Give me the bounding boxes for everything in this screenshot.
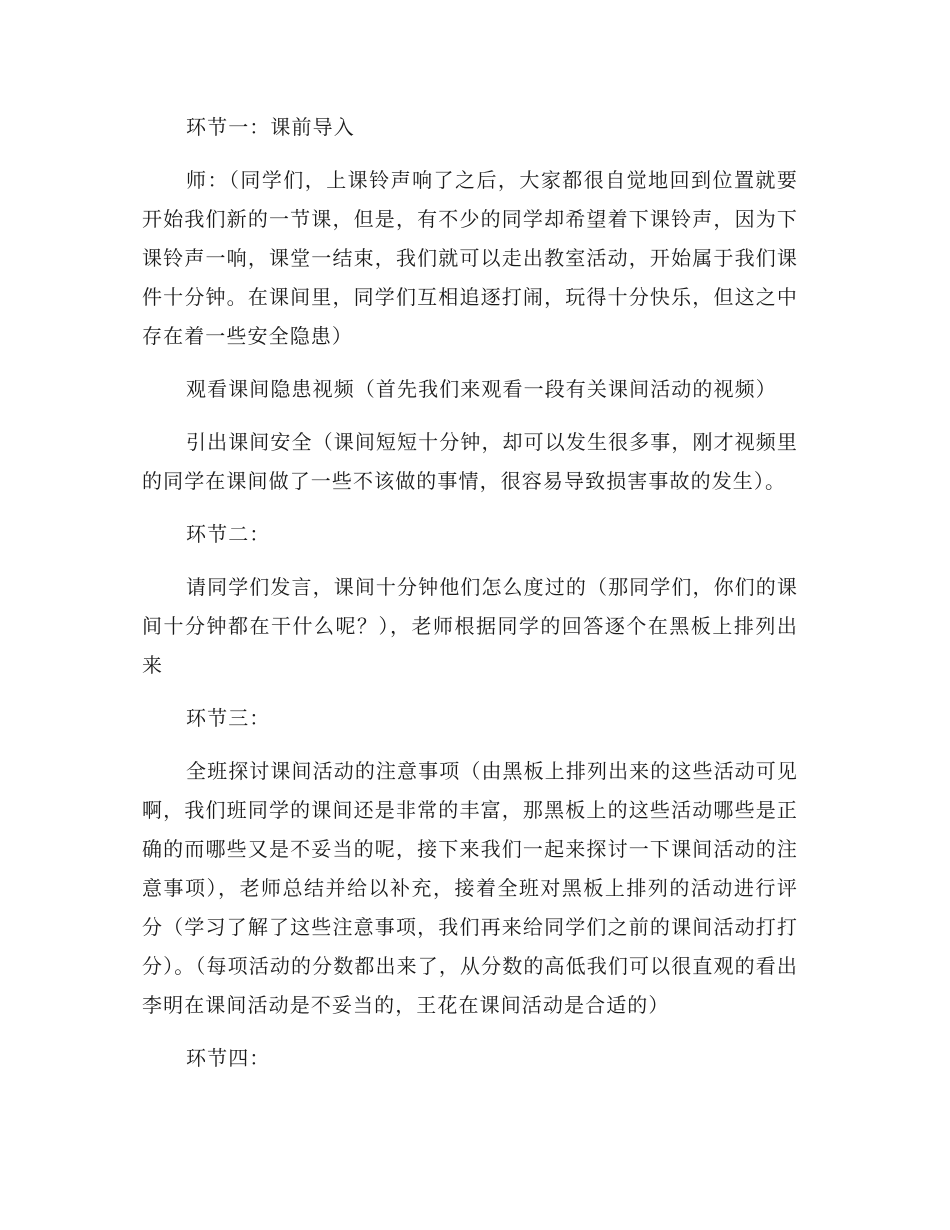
paragraph-class-discussion: 全班探讨课间活动的注意事项（由黑板上排列出来的这些活动可见啊，我们班同学的课间还是非常的丰富，那黑板上的这些活动哪些是正确的而哪些又是不妥当的呢，接下来我们一起来探讨一下课间活动的注意事项），老师总结并给以补充，接着全班对黑板上排列的活动进行评分（学习了解了这些注意事项，我们再来给同学们之前的课间活动打打分）。（每项活动的分数都出来了，从分数的高低我们可以很直观的看出李明在课间活动是不妥当的，王花在课间活动是合适的） — [142, 759, 798, 1017]
section-heading-1: 环节一：课前导入 — [186, 115, 355, 139]
paragraph-teacher-intro: 师：（同学们，上课铃声响了之后，大家都很自觉地回到位置就要开始我们新的一节课，但是，有不少的同学却希望着下课铃声，因为下课铃声一响，课堂一结束，我们就可以走出教室活动，开始属于我们课件十分钟。在课间里，同学们互相追逐打闹，玩得十分快乐，但这之中存在着一些安全隐患） — [142, 168, 798, 348]
section-heading-3: 环节三： — [186, 706, 271, 730]
section-heading-4: 环节四： — [186, 1046, 271, 1070]
paragraph-watch-video: 观看课间隐患视频（首先我们来观看一段有关课间活动的视频） — [186, 377, 777, 401]
document-body — [142, 108, 798, 1078]
paragraph-student-speak: 请同学们发言，课间十分钟他们怎么度过的（那同学们，你们的课间十分钟都在干什么呢？），老师根据同学的回答逐个在黑板上排列出来 — [142, 575, 798, 677]
paragraph-introduce-safety: 引出课间安全（课间短短十分钟，却可以发生很多事，刚才视频里的同学在课间做了一些不该做的事情，很容易导致损害事故的发生）。 — [142, 430, 798, 493]
section-heading-2: 环节二： — [186, 522, 271, 546]
